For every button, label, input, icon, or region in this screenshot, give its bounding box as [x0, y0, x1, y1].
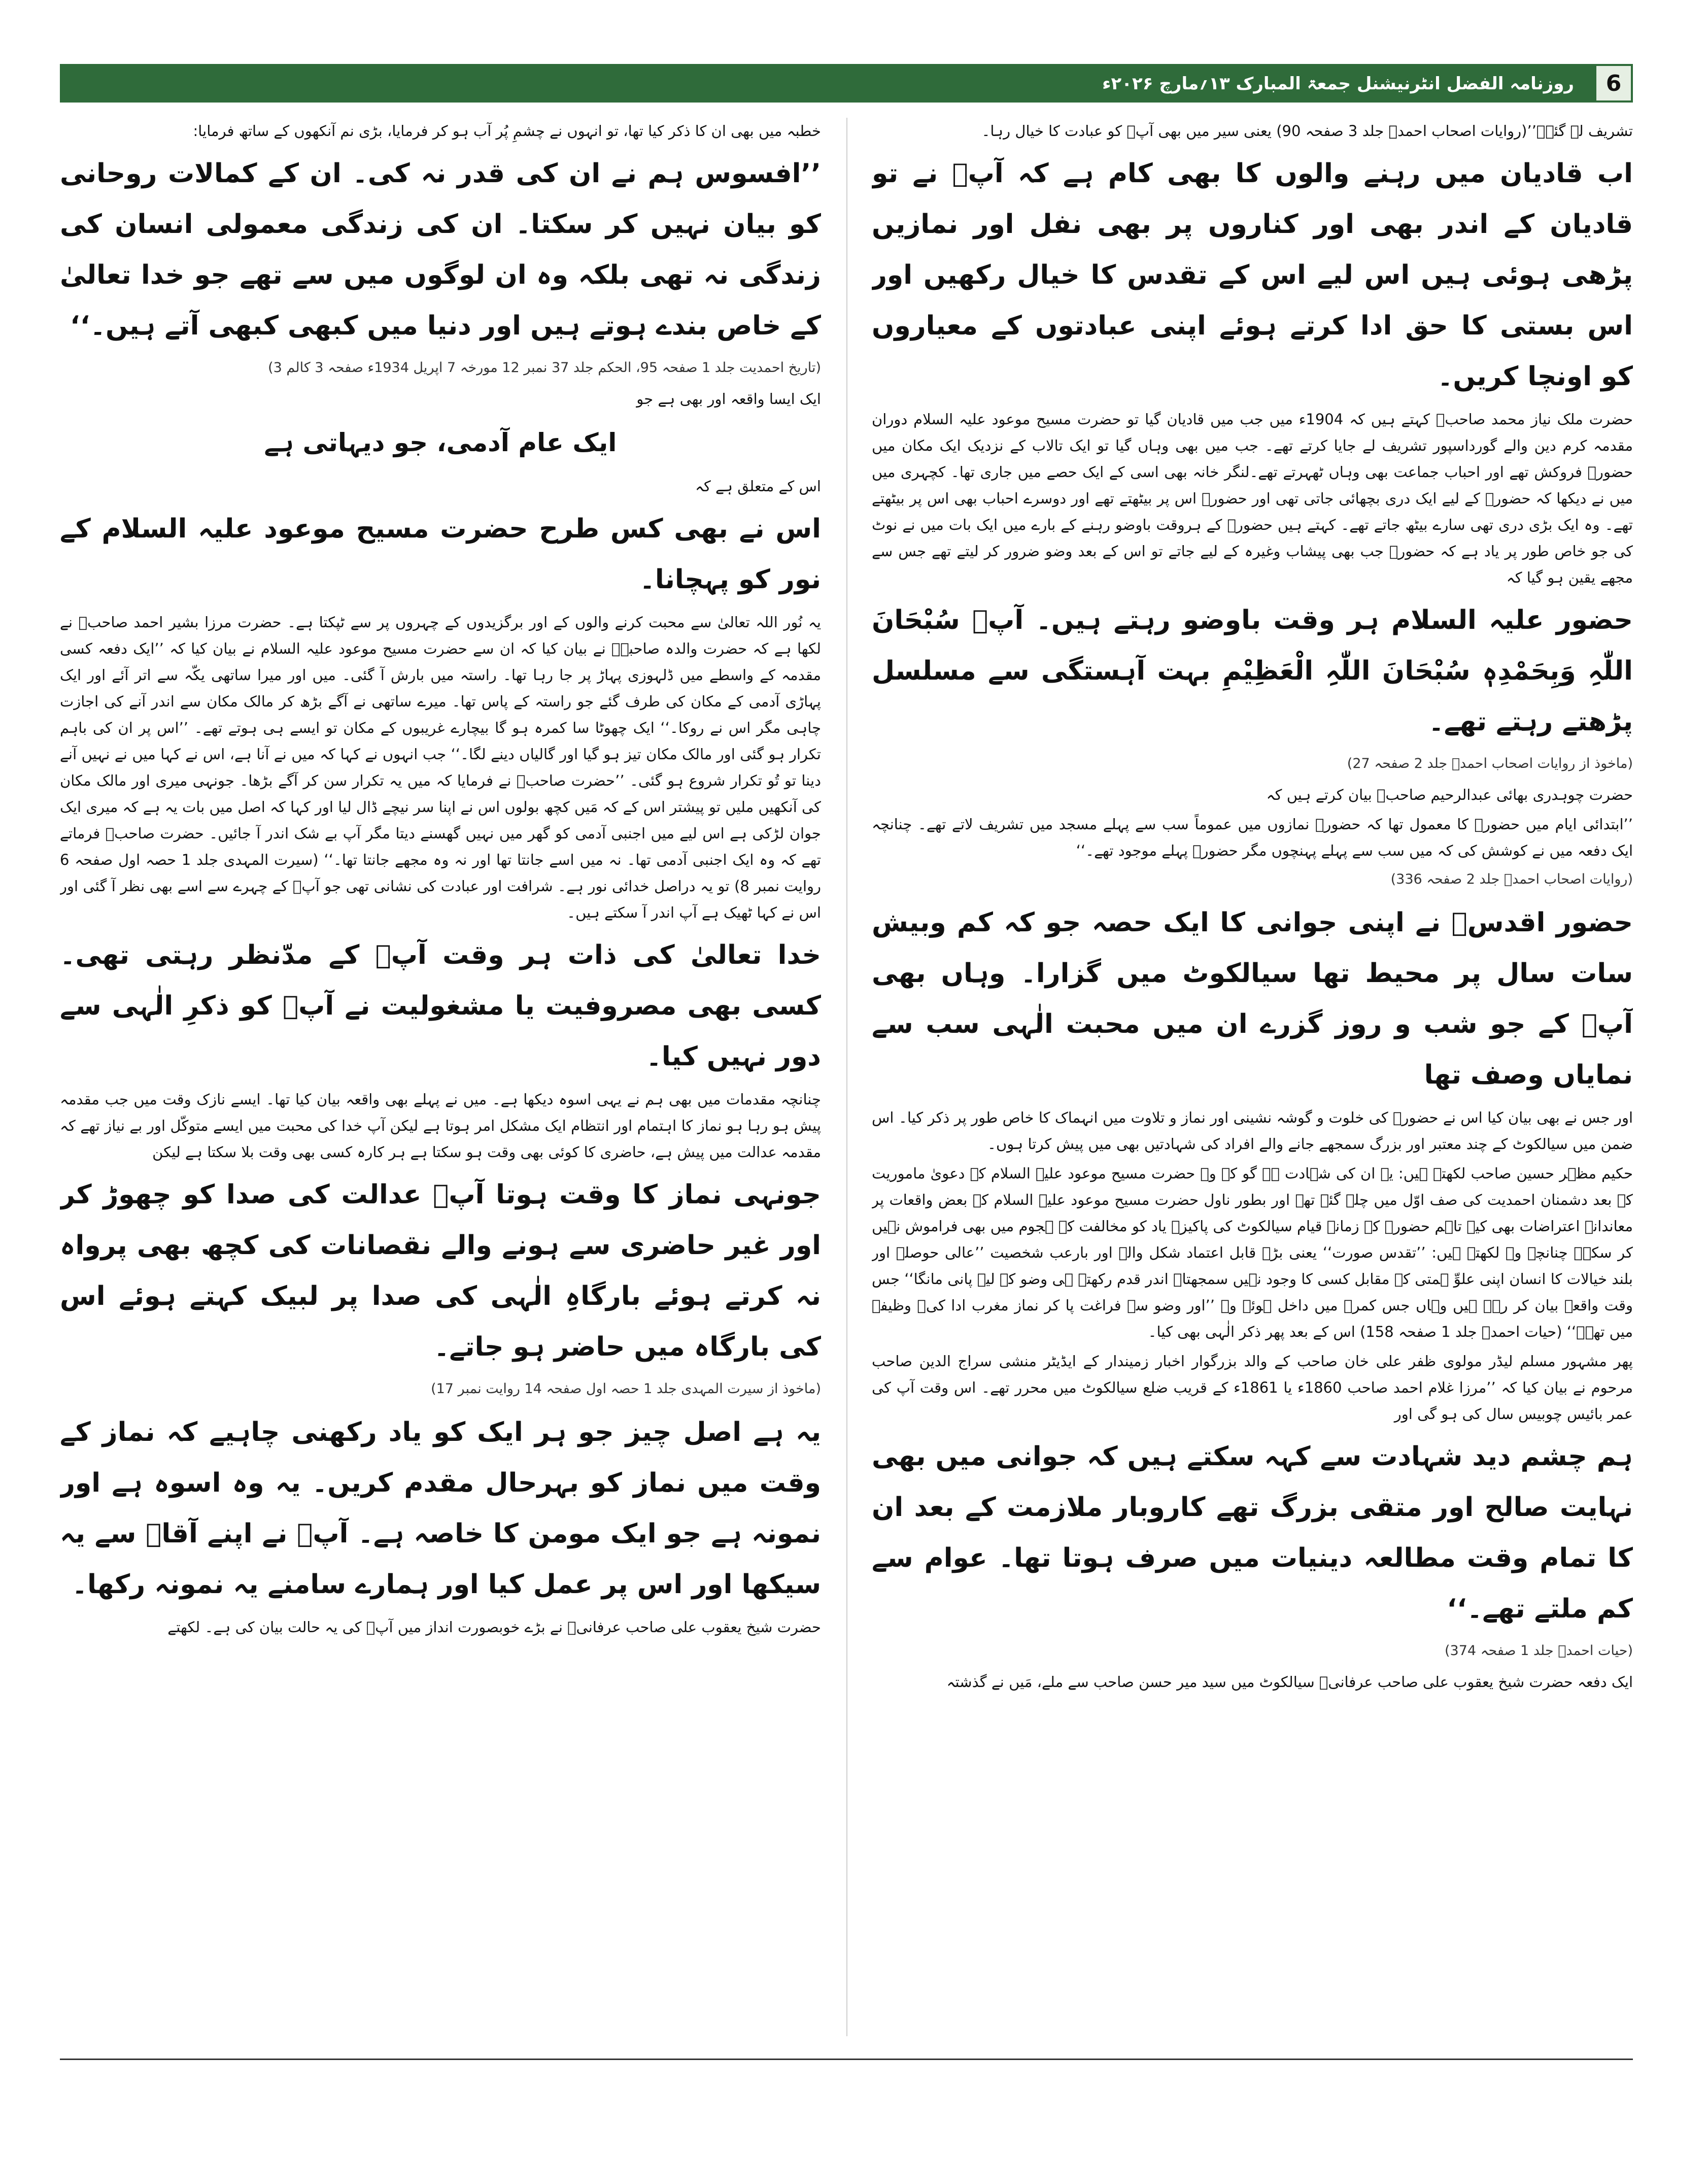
highlight-paragraph: حضور علیہ السلام ہر وقت باوضو رہتے ہیں۔ آپؑ سُبْحَانَ اللّٰہِ وَبِحَمْدِہٖ سُبْحَانَ اللّٰہِ الْعَظِیْمِ بہت آہستگی سے مسلسل پڑھتے رہتے تھے۔ [872, 605, 1633, 737]
reference: (ماخوذ از روایات اصحاب احمدؑ جلد 2 صفحہ 27) [1347, 756, 1633, 771]
paragraph: یہ نُور اللہ تعالیٰ سے محبت کرنے والوں کے اور برگزیدوں کے چہروں پر سے ٹپکتا ہے۔ حضرت مرزا بشیر احمد صاحبؓ نے لکھا ہے کہ حضرت والدہ صاحبہؓ نے بیان کیا کہ ان سے حضرت مسیح موعود علیہ السلام نے بیان کیا کہ ’’ایک دفعہ کسی مقدمہ کے واسطے میں ڈلہوزی پہاڑ پر جا رہا تھا۔ راستہ میں بارش آ گئی۔ میں اور میرا ساتھی یکّہ سے اتر آئے اور ایک پہاڑی آدمی کے مکان کی طرف گئے جو راستہ کے پاس تھا۔ میرے ساتھی نے آگے بڑھ کر مالک مکان سے اندر آنے کی اجازت چاہی مگر اس نے روکا۔‘‘ ایک چھوٹا سا کمرہ ہو گا بیچارے غریبوں کے مکان تو ایسے ہی ہوتے تھے۔ ’’اس پر ان کی باہم تکرار ہو گئی اور مالک مکان تیز ہو گیا اور گالیاں دینے لگا۔‘‘ جب انہوں نے کہا کہ میں نے آنا ہے، اس نے کہا میں نے نہیں آنے دینا تو تُو تکرار شروع ہو گئی۔ ’’حضرت صاحبؑ نے فرمایا کہ میں یہ تکرار سن کر آگے بڑھا۔ جونہی میری اور مالک مکان کی آنکھیں ملیں تو پیشتر اس کے کہ مَیں کچھ بولوں اس نے اپنا سر نیچے ڈال لیا اور کہا کہ اصل میں بات یہ ہے کہ میری ایک جوان لڑکی ہے اس لیے میں اجنبی آدمی کو گھر میں نہیں گھسنے دیتا مگر آپ بے شک اندر آ جائیں۔ حضرت صاحبؑ فرماتے تھے کہ وہ ایک اجنبی آدمی تھا۔ نہ میں اسے جانتا تھا اور نہ وہ مجھے جانتا تھا۔‘‘ (سیرت المہدی جلد 1 حصہ اول صفحہ 6 روایت نمبر 8) تو یہ دراصل خدائی نور ہے۔ شرافت اور عبادت کی نشانی تھی جو آپؑ کے چہرے سے اسے بھی نظر آ گئی اور اس نے کہا ٹھیک ہے آپ اندر آ سکتے ہیں۔ [60, 614, 821, 921]
newspaper-header [60, 64, 1633, 103]
paragraph: اس کے متعلق ہے کہ [695, 478, 821, 495]
paragraph: حضرت ملک نیاز محمد صاحبؓ کہتے ہیں کہ 1904ء میں جب میں قادیان گیا تو حضرت مسیح موعود علیہ السلام دوران مقدمہ کرم دین والے گورداسپور تشریف لے جایا کرتے تھے۔ جب میں بھی وہاں گیا تو ایک تالاب کے نزدیک ایک مکان میں حضورؑ فروکش تھے اور احباب جماعت بھی وہاں ٹھہرتے تھے۔لنگر خانہ بھی اسی کے ایک حصے میں جاری تھا۔ کچہری میں میں نے دیکھا کہ حضورؑ کے لیے ایک دری بچھائی جاتی تھی اور حضورؑ اس پر بیٹھتے تھے اور دوسرے احباب بھی اس پر بیٹھتے تھے۔ وہ ایک بڑی دری تھی سارے بیٹھ جاتے تھے۔ کہتے ہیں حضورؑ کے ہروقت باوضو رہنے کے بارے میں ایک بات میں نے نوٹ کی جو خاص طور پر یاد ہے کہ حضورؑ جب بھی پیشاب وغیرہ کے لیے جاتے تو اس کے بعد وضو ضرور کر لیتے تھے جس سے مجھے یقین ہو گیا کہ [872, 411, 1633, 586]
newspaper-title: روزنامہ الفضل انٹرنیشنل جمعۃ المبارک ۱۳؍مارچ ۲۰۲۶ء [1102, 73, 1574, 94]
highlight-paragraph: ’’افسوس ہم نے ان کی قدر نہ کی۔ ان کے کمالات روحانی کو بیان نہیں کر سکتا۔ ان کی زندگی معمولی انسان کی زندگی نہ تھی بلکہ وہ ان لوگوں میں سے تھے جو خدا تعالیٰ کے خاص بندے ہوتے ہیں اور دنیا میں کبھی کبھی آتے ہیں۔‘‘ [60, 158, 821, 341]
highlight-paragraph: اب قادیان میں رہنے والوں کا بھی کام ہے کہ آپؑ نے تو قادیان کے اندر بھی اور کناروں پر بھی نفل اور نمازیں پڑھی ہوئی ہیں اس لیے اس کے تقدس کا خیال رکھیں اور اس بستی کا حق ادا کرتے ہوئے اپنی عبادتوں کے معیاروں کو اونچا کریں۔ [872, 158, 1633, 392]
paragraph: اور جس نے بھی بیان کیا اس نے حضورؑ کی خلوت و گوشہ نشینی اور نماز و تلاوت میں انہماک کا خاص طور پر ذکر کیا۔ اس ضمن میں سیالکوٹ کے چند معتبر اور بزرگ سمجھے جانے والے افراد کی شہادتیں بھی میں پیش کرتا ہوں۔ [872, 1109, 1633, 1153]
paragraph: حکیم مظہر حسین صاحب لکھتے ہیں: یہ ان کی شہادت ہے گو کہ وہ حضرت مسیح موعود علیہ السلام کے دعویٰ ماموریت کے بعد دشمنان احمدیت کی صف اوّل میں چلے گئے تھے اور بطور ناول حضرت مسیح موعود علیہ السلام کے بعض واقعات پر معاندانہ اعتراضات بھی کیے تاہم حضورؑ کے زمانہ قیام سیالکوٹ کی پاکیزہ یاد کو مخالفت کے ہجوم میں بھی فراموش نہیں کر سکے۔ چنانچہ وہ لکھتے ہیں: ’’تقدس صورت‘‘ یعنی بڑے قابل اعتماد شکل والے اور بارعب شخصیت ’’عالی حوصلہ اور بلند خیالات کا انسان اپنی علوِّ ہمتی کے مقابل کسی کا وجود نہیں سمجھتا۔ اندر قدم رکھتے ہی وضو کے لیے پانی مانگا‘‘ جس وقت واقعہ بیان کر رہے ہیں وہاں جس کمرے میں داخل ہوئے وہ ’’اور وضو سے فراغت پا کر نماز مغرب ادا کی۔ وظیفہ میں تھے۔‘‘ (حیات احمدؑ جلد 1 صفحہ 158) اس کے بعد پھر ذکر الٰہی بھی کیا۔ [872, 1165, 1633, 1340]
paragraph: حضرت شیخ یعقوب علی صاحب عرفانیؓ نے بڑے خوبصورت انداز میں آپؑ کی یہ حالت بیان کی ہے۔ لکھتے [167, 1618, 821, 1636]
page-number: 6 [1594, 64, 1633, 103]
section-heading: ایک عام آدمی، جو دیہاتی ہے [264, 428, 617, 457]
paragraph: ’’ابتدائی ایام میں حضورؑ کا معمول تھا کہ حضورؑ نمازوں میں عموماً سب سے پہلے مسجد میں تشریف لاتے تھے۔ چنانچہ ایک دفعہ میں نے کوشش کی کہ میں سب سے پہلے پہنچوں مگر حضورؑ پہلے موجود تھے۔‘‘ [872, 816, 1633, 859]
reference: (تاریخ احمدیت جلد 1 صفحہ 95، الحکم جلد 37 نمبر 12 مورخہ 7 اپریل 1934ء صفحہ 3 کالم 3) [268, 360, 821, 376]
reference: (ماخوذ از سیرت المہدی جلد 1 حصہ اول صفحہ 14 روایت نمبر 17) [431, 1381, 821, 1397]
highlight-paragraph: حضور اقدسؑ نے اپنی جوانی کا ایک حصہ جو کہ کم وبیش سات سال پر محیط تھا سیالکوٹ میں گزارا۔ وہاں بھی آپؑ کے جو شب و روز گزرے ان میں محبت الٰہی سب سے نمایاں وصف تھا [872, 907, 1633, 1090]
paragraph: پھر مشہور مسلم لیڈر مولوی ظفر علی خان صاحب کے والد بزرگوار اخبار زمیندار کے ایڈیٹر منشی سراج الدین صاحب مرحوم نے بیان کیا کہ ’’مرزا غلام احمد صاحب 1860ء یا 1861ء کے قریب ضلع سیالکوٹ میں محرر تھے۔ اس وقت آپ کی عمر بائیس چوبیس سال کی ہو گی اور [872, 1353, 1633, 1423]
highlight-paragraph: اس نے بھی کس طرح حضرت مسیح موعود علیہ السلام کے نور کو پہچانا۔ [60, 514, 821, 595]
highlight-paragraph: ہم چشم دید شہادت سے کہہ سکتے ہیں کہ جوانی میں بھی نہایت صالح اور متقی بزرگ تھے کاروبار ملازمت کے بعد ان کا تمام وقت مطالعہ دینیات میں صرف ہوتا تھا۔ عوام سے کم ملتے تھے۔‘‘ [872, 1441, 1633, 1624]
paragraph: خطبہ میں بھی ان کا ذکر کیا تھا، تو انہوں نے چشمِ پُر آب ہو کر فرمایا، بڑی نم آنکھوں کے ساتھ فرمایا: [193, 122, 821, 140]
highlight-paragraph: یہ ہے اصل چیز جو ہر ایک کو یاد رکھنی چاہیے کہ نماز کے وقت میں نماز کو بہرحال مقدم کریں۔ یہ وہ اسوہ ہے اور نمونہ ہے جو ایک مومن کا خاصہ ہے۔ آپؑ نے اپنے آقاؐ سے یہ سیکھا اور اس پر عمل کیا اور ہمارے سامنے یہ نمونہ رکھا۔ [60, 1417, 821, 1600]
paragraph: تشریف لے گئے۔’’(روایات اصحاب احمدؑ جلد 3 صفحہ 90) یعنی سیر میں بھی آپؑ کو عبادت کا خیال رہا۔ [981, 122, 1633, 140]
reference: (حیات احمدؑ جلد 1 صفحہ 374) [1444, 1643, 1633, 1659]
left-column [60, 118, 821, 2036]
paragraph: ایک ایسا واقعہ اور بھی ہے جو [636, 390, 821, 408]
highlight-paragraph: خدا تعالیٰ کی ذات ہر وقت آپؑ کے مدّنظر رہتی تھی۔ کسی بھی مصروفیت یا مشغولیت نے آپؑ کو ذکرِ الٰہی سے دور نہیں کیا۔ [60, 940, 821, 1072]
highlight-paragraph: جونہی نماز کا وقت ہوتا آپؑ عدالت کی صدا کو چھوڑ کر اور غیر حاضری سے ہونے والے نقصانات کی کچھ بھی پرواہ نہ کرتے ہوئے بارگاہِ الٰہی کی صدا پر لبیک کہتے ہوئے اس کی بارگاہ میں حاضر ہو جاتے۔ [60, 1179, 821, 1362]
paragraph: ایک دفعہ حضرت شیخ یعقوب علی صاحب عرفانیؓ سیالکوٹ میں سید میر حسن صاحب سے ملے، مَیں نے گذشتہ [946, 1673, 1633, 1691]
footer-rule [60, 2059, 1633, 2060]
reference: (روایات اصحاب احمدؑ جلد 2 صفحہ 336) [1390, 871, 1633, 887]
right-column [872, 118, 1633, 2036]
paragraph: حضرت چوہدری بھائی عبدالرحیم صاحبؓ بیان کرتے ہیں کہ [1266, 786, 1633, 803]
paragraph: چنانچہ مقدمات میں بھی ہم نے یہی اسوہ دیکھا ہے۔ میں نے پہلے بھی واقعہ بیان کیا تھا۔ ایسے نازک وقت میں جب مقدمہ پیش ہو رہا ہو نماز کا اہتمام اور انتظام ایک مشکل امر ہوتا ہے لیکن آپ خدا کی محبت میں ایسے متوکّل اور بے نیاز تھے کہ مقدمہ عدالت میں پیش ہے، حاضری کا کوئی بھی وقت ہو سکتا ہے ہر کارہ کسی بھی وقت بلا سکتا ہے لیکن [60, 1091, 821, 1161]
column-divider [846, 118, 847, 2036]
